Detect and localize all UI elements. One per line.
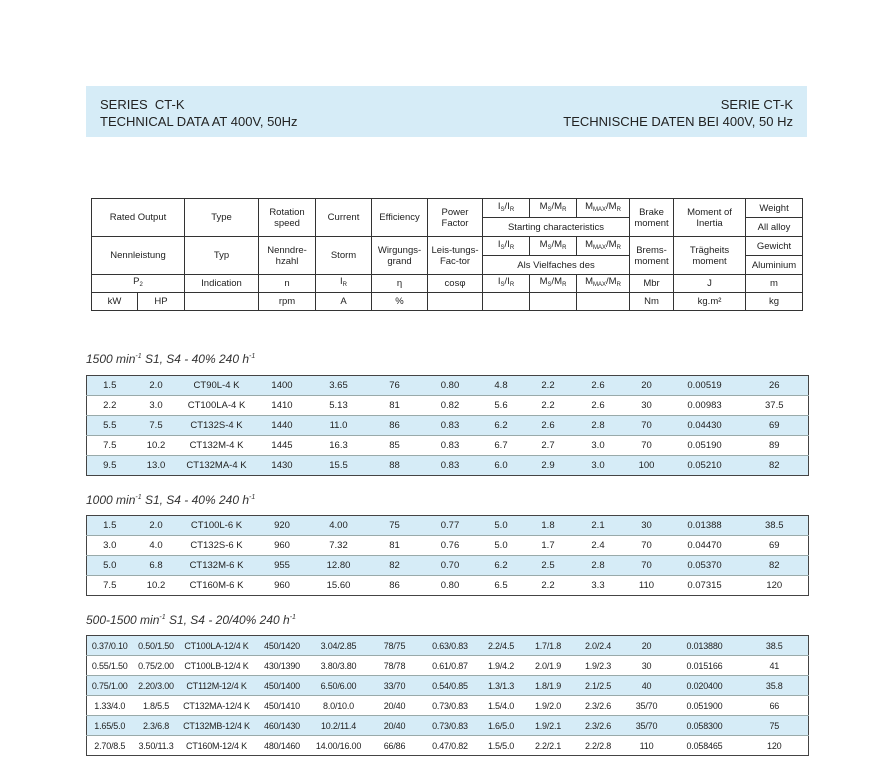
table-row (87, 396, 809, 416)
header-left (100, 96, 298, 130)
table-row (87, 416, 809, 436)
series-title: SERIES CT-K (100, 97, 185, 112)
cell-weight: 120 (767, 740, 782, 751)
unit-nm: Nm (630, 293, 674, 311)
table-row (87, 376, 809, 396)
ms-mr-ratio: $M_S/M_R$ (530, 199, 577, 218)
cell-moment-of-inertia: 0.00519 (669, 376, 741, 396)
mmax-mr-ratio: $M_{MAX}/M_R$ (577, 199, 630, 218)
ms-mr-ratio-de: $M_S/M_R$ (530, 237, 577, 256)
cell-efficiency: 85 (367, 436, 423, 456)
cell-rotation-speed: 480/1460 (264, 740, 300, 751)
moment-of-inertia-label: Moment of Inertia (674, 199, 746, 237)
als-vielfaches-label: Als Vielfaches des (483, 256, 630, 275)
cell-mmax-mr: 2.4 (572, 536, 625, 556)
cell-weight: 35.8 (741, 676, 809, 696)
cell-power-factor: 0.82 (423, 396, 478, 416)
cell-rated-output-hp: 1.8/5.5 (133, 696, 180, 716)
cell-mmax-mr: 1.9/2.3 (572, 656, 625, 676)
cell-current: 7.32 (311, 536, 367, 556)
cell-moment-of-inertia: 0.04430 (669, 416, 741, 436)
cell-ms-mr: 2.2/2.1 (534, 740, 562, 751)
cell-efficiency: 75 (367, 516, 423, 536)
table-row (87, 536, 809, 556)
cell-is-ir: 1.9/4.2 (478, 656, 525, 676)
storm-label: Storm (316, 237, 372, 275)
cell-motor-type: CT160M-12/4 K (186, 740, 247, 751)
cell-current: 3.65 (311, 376, 367, 396)
starting-characteristics-label: Starting characteristics (483, 218, 630, 237)
cell-power-factor: 0.76 (423, 536, 478, 556)
cell-weight: 41 (741, 656, 809, 676)
cell-motor-type: CT90L-4 K (180, 376, 254, 396)
cell-motor-type: CT132S-6 K (180, 536, 254, 556)
data-table-1000 (86, 515, 809, 596)
nennleistung-label: Nennleistung (92, 237, 185, 275)
cell-brake-moment: 70 (625, 556, 669, 576)
cell-weight: 69 (741, 536, 809, 556)
cell-rated-output-kw: 0.75/1.00 (87, 676, 133, 696)
cell-motor-type: CT132MA-12/4 K (180, 696, 254, 716)
symbol-m: m (746, 275, 803, 293)
cell-motor-type: CT100LA-12/4 K (180, 636, 254, 656)
cell-brake-moment: 100 (625, 456, 669, 476)
cell-brake-moment: 35/70 (625, 716, 669, 736)
cell-power-factor: 0.73/0.83 (423, 716, 478, 736)
section-title-1500: 1500 $\min^{-1} S1$, S4 - 40% 240 $h^{-1}$ (86, 352, 256, 366)
cell-is-ir: 5.0 (478, 516, 525, 536)
wirgungsgrand-label: Wirgungs-grand (372, 237, 428, 275)
cell-mmax-mr: 2.0/2.4 (572, 636, 625, 656)
cell-moment-of-inertia: 0.05370 (669, 556, 741, 576)
brake-moment-label: Brake moment (630, 199, 674, 237)
cell-efficiency: 81 (367, 536, 423, 556)
cell-ms-mr: 2.2 (525, 396, 572, 416)
cell-ms-mr: 2.6 (525, 416, 572, 436)
cell-weight: 82 (741, 556, 809, 576)
cell-moment-of-inertia: 0.058300 (669, 716, 741, 736)
table-row (87, 736, 809, 756)
cell-motor-type: CT160M-6 K (189, 580, 244, 591)
is-ir-ratio: $I_S/I_R$ (483, 199, 530, 218)
header-right (563, 96, 793, 130)
cell-is-ir: 6.2 (478, 416, 525, 436)
traegheits-moment-label: Trägheits moment (674, 237, 746, 275)
section-title-500-1500: 500-1500 $\min^{-1} S1$, S4 - 20/40% 240 $h^{-1}$ (86, 613, 296, 627)
cell-rated-output-hp: 0.50/1.50 (133, 636, 180, 656)
cell-weight: 38.5 (741, 516, 809, 536)
cell-weight: 120 (766, 580, 783, 591)
cell-rated-output-hp: 4.0 (133, 536, 180, 556)
cell-ms-mr: 1.9/2.0 (525, 696, 572, 716)
nenndrehzahl-label: Nenndre-hzahl (259, 237, 316, 275)
cell-rated-output-hp: 2.3/6.8 (133, 716, 180, 736)
cell-is-ir: 1.5/5.0 (487, 740, 515, 751)
cell-rotation-speed: 460/1430 (254, 716, 311, 736)
cell-brake-moment: 30 (625, 656, 669, 676)
table-row (87, 716, 809, 736)
mmax-mr-ratio-de: $M_{MAX}/M_R$ (577, 237, 630, 256)
technical-data-title: TECHNICAL DATA AT 400V, 50Hz (100, 114, 298, 129)
cell-current: 16.3 (311, 436, 367, 456)
weight-label: Weight (746, 199, 803, 218)
is-ir-ratio-de: $I_S/I_R$ (483, 237, 530, 256)
cell-moment-of-inertia: 0.00983 (669, 396, 741, 416)
table-row (87, 576, 809, 596)
technische-daten-title: TECHNISCHE DATEN BEI 400V, 50 Hz (563, 114, 793, 129)
cell-efficiency: 33/70 (367, 676, 423, 696)
cell-rated-output-kw: 5.0 (87, 556, 133, 576)
cell-current: 15.5 (311, 456, 367, 476)
symbol-p2: $P_2$ (92, 275, 185, 293)
cell-brake-moment: 70 (625, 436, 669, 456)
type-label: Type (185, 199, 259, 237)
cell-brake-moment: 30 (625, 396, 669, 416)
cell-brake-moment: 30 (625, 516, 669, 536)
cell-rotation-speed: 960 (274, 580, 290, 591)
data-table-500-1500 (86, 635, 809, 756)
cell-is-ir: 5.6 (478, 396, 525, 416)
symbol-mbr: Mbr (630, 275, 674, 293)
data-table-1500 (86, 375, 809, 476)
cell-power-factor: 0.61/0.87 (423, 656, 478, 676)
cell-rotation-speed: 1400 (254, 376, 311, 396)
cell-moment-of-inertia: 0.04470 (669, 536, 741, 556)
unit-empty (185, 293, 259, 311)
cell-power-factor: 0.47/0.82 (432, 740, 468, 751)
cell-mmax-mr: 3.0 (572, 456, 625, 476)
spec-header-table (91, 198, 803, 311)
cell-is-ir: 6.2 (478, 556, 525, 576)
cell-rotation-speed: 1430 (254, 456, 311, 476)
cell-rated-output-hp: 13.0 (133, 456, 180, 476)
cell-efficiency: 76 (367, 376, 423, 396)
cell-mmax-mr: 2.3/2.6 (572, 696, 625, 716)
cell-rated-output-kw: 7.5 (103, 580, 117, 591)
cell-current: 10.2/11.4 (311, 716, 367, 736)
cell-rated-output-kw: 1.5 (87, 516, 133, 536)
unit-kg: kg (746, 293, 803, 311)
cell-rotation-speed: 450/1400 (254, 676, 311, 696)
cell-brake-moment: 110 (638, 580, 655, 591)
cell-current: 3.04/2.85 (311, 636, 367, 656)
cell-motor-type: CT100LA-4 K (180, 396, 254, 416)
cell-rated-output-kw: 0.55/1.50 (87, 656, 133, 676)
cell-brake-moment: 70 (625, 536, 669, 556)
cell-current: 4.00 (311, 516, 367, 536)
cell-ms-mr: 1.8/1.9 (525, 676, 572, 696)
cell-weight: 69 (741, 416, 809, 436)
cell-ms-mr: 2.2 (525, 376, 572, 396)
cell-moment-of-inertia: 0.013880 (669, 636, 741, 656)
cell-power-factor: 0.83 (423, 436, 478, 456)
cell-rated-output-hp: 2.0 (133, 516, 180, 536)
cell-ms-mr: 2.9 (525, 456, 572, 476)
cell-rotation-speed: 450/1420 (254, 636, 311, 656)
cell-efficiency: 78/75 (367, 636, 423, 656)
cell-rotation-speed: 1440 (254, 416, 311, 436)
indication-label: Indication (185, 275, 259, 293)
cell-power-factor: 0.70 (423, 556, 478, 576)
cell-rated-output-kw: 1.65/5.0 (87, 716, 133, 736)
gewicht-label: Gewicht (746, 237, 803, 256)
cell-power-factor: 0.83 (423, 456, 478, 476)
cell-rated-output-kw: 0.37/0.10 (87, 636, 133, 656)
unit-hp: HP (138, 293, 185, 311)
cell-efficiency: 82 (367, 556, 423, 576)
cell-ms-mr: 1.7/1.8 (525, 636, 572, 656)
cell-efficiency: 88 (367, 456, 423, 476)
cell-motor-type: CT132S-4 K (180, 416, 254, 436)
cell-rotation-speed: 1410 (254, 396, 311, 416)
cell-mmax-mr: 2.1/2.5 (572, 676, 625, 696)
cell-weight: 37.5 (741, 396, 809, 416)
current-label: Current (316, 199, 372, 237)
unit-percent: % (372, 293, 428, 311)
cell-power-factor: 0.73/0.83 (423, 696, 478, 716)
unit-empty (530, 293, 577, 311)
cell-rated-output-hp: 7.5 (133, 416, 180, 436)
cell-brake-moment: 35/70 (625, 696, 669, 716)
cell-mmax-mr: 2.8 (572, 416, 625, 436)
symbol-ir: $I_R$ (316, 275, 372, 293)
cell-efficiency: 66/86 (383, 740, 406, 751)
cell-power-factor: 0.80 (440, 580, 460, 591)
table-row (87, 656, 809, 676)
symbol-n: n (259, 275, 316, 293)
cell-motor-type: CT132MA-4 K (180, 456, 254, 476)
cell-rotation-speed: 1445 (254, 436, 311, 456)
cell-moment-of-inertia: 0.015166 (669, 656, 741, 676)
cell-weight: 26 (741, 376, 809, 396)
cell-weight: 89 (741, 436, 809, 456)
cell-mmax-mr: 3.3 (591, 580, 605, 591)
power-factor-label: Power Factor (428, 199, 483, 237)
cell-power-factor: 0.54/0.85 (423, 676, 478, 696)
table-row (87, 456, 809, 476)
cell-efficiency: 81 (367, 396, 423, 416)
unit-empty (428, 293, 483, 311)
symbol-mmax-mr: $M_{MAX}/M_R$ (577, 275, 630, 293)
all-alloy-label: All alloy (746, 218, 803, 237)
rated-output-label: Rated Output (92, 199, 185, 237)
cell-efficiency: 86 (367, 416, 423, 436)
cell-is-ir: 4.8 (478, 376, 525, 396)
cell-rated-output-hp: 10.2 (146, 580, 166, 591)
cell-motor-type: CT132MB-12/4 K (180, 716, 254, 736)
cell-rated-output-hp: 3.50/11.3 (138, 740, 174, 751)
cell-ms-mr: 2.0/1.9 (525, 656, 572, 676)
cell-motor-type: CT132M-6 K (180, 556, 254, 576)
cell-power-factor: 0.83 (423, 416, 478, 436)
header-band (86, 86, 807, 137)
cell-ms-mr: 1.9/2.1 (525, 716, 572, 736)
cell-rated-output-hp: 3.0 (133, 396, 180, 416)
cell-current: 15.60 (326, 580, 351, 591)
unit-empty (483, 293, 530, 311)
cell-current: 8.0/10.0 (311, 696, 367, 716)
cell-is-ir: 1.5/4.0 (478, 696, 525, 716)
cell-mmax-mr: 2.3/2.6 (572, 716, 625, 736)
cell-rated-output-kw: 1.5 (87, 376, 133, 396)
cell-rotation-speed: 450/1410 (254, 696, 311, 716)
cell-weight: 38.5 (741, 636, 809, 656)
cell-current: 14.00/16.00 (315, 740, 362, 751)
cell-efficiency: 78/78 (367, 656, 423, 676)
cell-efficiency: 20/40 (367, 696, 423, 716)
unit-kgm2: kg.m² (674, 293, 746, 311)
cell-is-ir: 5.0 (478, 536, 525, 556)
cell-is-ir: 6.7 (478, 436, 525, 456)
cell-rotation-speed: 955 (254, 556, 311, 576)
cell-current: 12.80 (311, 556, 367, 576)
cell-rated-output-kw: 1.33/4.0 (87, 696, 133, 716)
cell-rotation-speed: 920 (254, 516, 311, 536)
cell-rated-output-hp: 2.0 (133, 376, 180, 396)
symbol-is-ir: $I_S/I_R$ (483, 275, 530, 293)
cell-moment-of-inertia: 0.05190 (669, 436, 741, 456)
cell-moment-of-inertia: 0.07315 (687, 580, 722, 591)
aluminium-label: Aluminium (746, 256, 803, 275)
cell-is-ir: 6.5 (494, 580, 508, 591)
cell-efficiency: 86 (389, 580, 400, 591)
table-row (87, 516, 809, 536)
table-row (87, 436, 809, 456)
cell-power-factor: 0.80 (423, 376, 478, 396)
cell-moment-of-inertia: 0.01388 (669, 516, 741, 536)
cell-rated-output-kw: 9.5 (87, 456, 133, 476)
table-row (87, 696, 809, 716)
cell-ms-mr: 1.7 (525, 536, 572, 556)
typ-label: Typ (185, 237, 259, 275)
unit-empty (577, 293, 630, 311)
unit-rpm: rpm (259, 293, 316, 311)
cell-current: 11.0 (311, 416, 367, 436)
cell-rated-output-hp: 0.75/2.00 (133, 656, 180, 676)
cell-is-ir: 1.3/1.3 (478, 676, 525, 696)
serie-title: SERIE CT-K (720, 97, 793, 112)
cell-rated-output-kw: 3.0 (87, 536, 133, 556)
cell-weight: 66 (741, 696, 809, 716)
unit-a: A (316, 293, 372, 311)
cell-current: 5.13 (311, 396, 367, 416)
cell-rated-output-kw: 2.70/8.5 (94, 740, 126, 751)
cell-is-ir: 1.6/5.0 (478, 716, 525, 736)
cell-mmax-mr: 2.6 (572, 396, 625, 416)
cell-power-factor: 0.63/0.83 (423, 636, 478, 656)
cell-motor-type: CT112M-12/4 K (180, 676, 254, 696)
cell-efficiency: 20/40 (367, 716, 423, 736)
cell-ms-mr: 1.8 (525, 516, 572, 536)
cell-moment-of-inertia: 0.020400 (669, 676, 741, 696)
cell-rated-output-kw: 5.5 (87, 416, 133, 436)
section-title-1000: 1000 $\min^{-1} S1$, S4 - 40% 240 $h^{-1}$ (86, 493, 256, 507)
rotation-speed-label: Rotation speed (259, 199, 316, 237)
brems-moment-label: Brems-moment (630, 237, 674, 275)
table-row (87, 636, 809, 656)
cell-rotation-speed: 960 (254, 536, 311, 556)
cell-rated-output-kw: 7.5 (87, 436, 133, 456)
cell-weight: 82 (741, 456, 809, 476)
cell-brake-moment: 70 (625, 416, 669, 436)
table-row (87, 676, 809, 696)
cell-rotation-speed: 430/1390 (254, 656, 311, 676)
cell-brake-moment: 110 (639, 740, 654, 751)
cell-motor-type: CT132M-4 K (180, 436, 254, 456)
cell-mmax-mr: 3.0 (572, 436, 625, 456)
symbol-j: J (674, 275, 746, 293)
cell-moment-of-inertia: 0.058465 (686, 740, 723, 751)
cell-current: 3.80/3.80 (311, 656, 367, 676)
cell-is-ir: 2.2/4.5 (478, 636, 525, 656)
cell-motor-type: CT100L-6 K (180, 516, 254, 536)
cell-power-factor: 0.77 (423, 516, 478, 536)
cell-rated-output-hp: 6.8 (133, 556, 180, 576)
cell-mmax-mr: 2.2/2.8 (584, 740, 612, 751)
symbol-eta: η (372, 275, 428, 293)
unit-kw: kW (92, 293, 138, 311)
symbol-cosphi: cosφ (428, 275, 483, 293)
cell-rated-output-hp: 2.20/3.00 (133, 676, 180, 696)
efficiency-label: Efficiency (372, 199, 428, 237)
cell-ms-mr: 2.5 (525, 556, 572, 576)
cell-mmax-mr: 2.8 (572, 556, 625, 576)
leistungsfaktor-label: Leis-tungs-Fac-tor (428, 237, 483, 275)
cell-ms-mr: 2.7 (525, 436, 572, 456)
cell-moment-of-inertia: 0.05210 (669, 456, 741, 476)
cell-is-ir: 6.0 (478, 456, 525, 476)
symbol-ms-mr: $M_S/M_R$ (530, 275, 577, 293)
cell-brake-moment: 40 (625, 676, 669, 696)
cell-rated-output-kw: 2.2 (87, 396, 133, 416)
cell-rated-output-hp: 10.2 (133, 436, 180, 456)
cell-mmax-mr: 2.1 (572, 516, 625, 536)
cell-mmax-mr: 2.6 (572, 376, 625, 396)
table-row (87, 556, 809, 576)
cell-brake-moment: 20 (625, 636, 669, 656)
cell-brake-moment: 20 (625, 376, 669, 396)
cell-current: 6.50/6.00 (311, 676, 367, 696)
cell-weight: 75 (741, 716, 809, 736)
cell-ms-mr: 2.2 (541, 580, 555, 591)
cell-motor-type: CT100LB-12/4 K (180, 656, 254, 676)
cell-moment-of-inertia: 0.051900 (669, 696, 741, 716)
